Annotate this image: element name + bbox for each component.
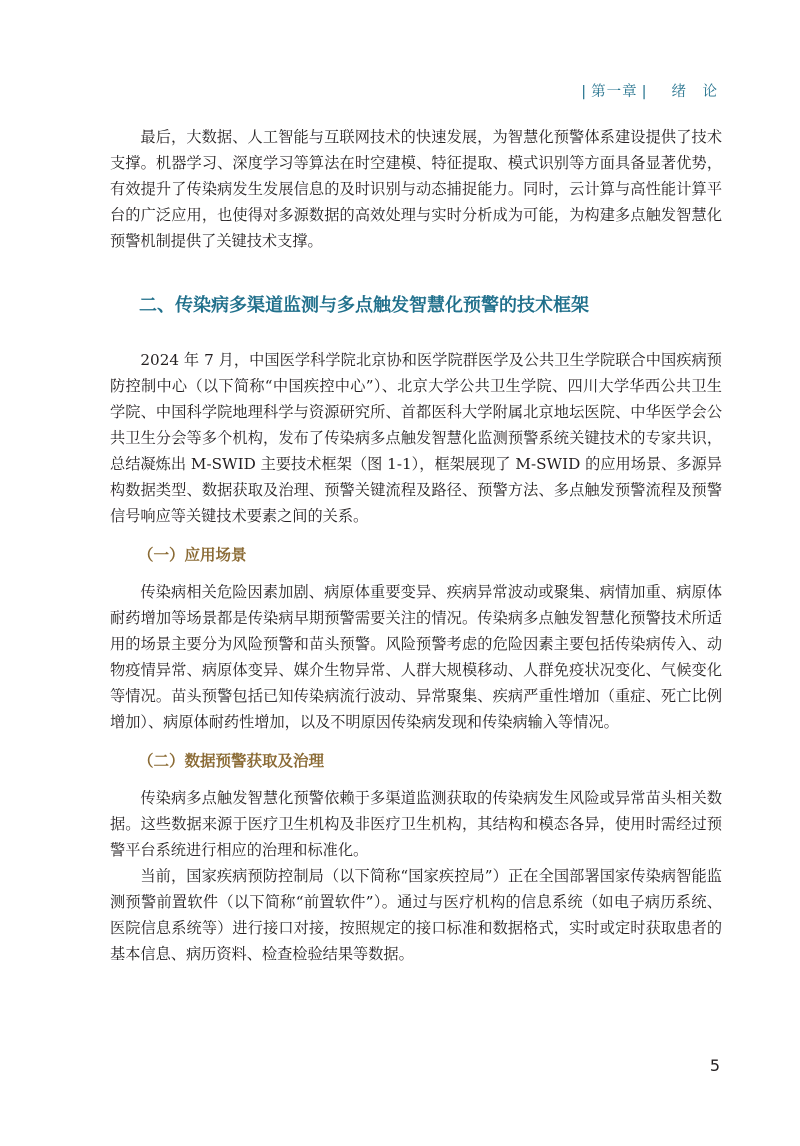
page-number: 5 (709, 1056, 720, 1075)
header-bar-right: | (641, 84, 648, 100)
chapter-title: 绪 论 (671, 84, 718, 100)
section-paragraph: 2024 年 7 月，中国医学科学院北京协和医学院群医学及公共卫生学院联合中国疾病预防控制中心（以下简称“中国疾控中心”）、北京大学公共卫生学院、四川大学华西公共卫生学院、中国科学院地理科学与资源研究所、首都医科大学附属北京地坛医院、中华医学会公共卫生分会等多个机构，发布了传染病多点触发智慧化监测预警系统关键技术的专家共识，总结凝炼出 M-SWID 主要技术框架（图 1-1），框架展现了 M-SWID 的应用场景、多源异构数据类型、数据获取及治理、预警关键流程及路径、预警方法、多点触发预警流程及预警信号响应等关键技术要素之间的关系。 (110, 351, 722, 525)
page-body (110, 124, 722, 967)
section-heading: 二、传染病多渠道监测与多点触发智慧化预警的技术框架 (139, 295, 589, 316)
subsection-heading-data: （二）数据预警获取及治理 (138, 752, 325, 770)
data-paragraph-1: 传染病多点触发智慧化预警依赖于多渠道监测获取的传染病发生风险或异常苗头相关数据。这些数据来源于医疗卫生机构及非医疗卫生机构，其结构和模态各异，使用时需经过预警平台系统进行相应的治理和标准化。 (110, 789, 722, 859)
header-bar-left: | (581, 84, 588, 100)
subsection-heading-application: （一）应用场景 (138, 546, 247, 564)
chapter-label: 第一章 (591, 84, 638, 100)
intro-paragraph: 最后，大数据、人工智能与互联网技术的快速发展，为智慧化预警体系建设提供了技术支撑。机器学习、深度学习等算法在时空建模、特征提取、模式识别等方面具备显著优势，有效提升了传染病发生发展信息的及时识别与动态捕捉能力。同时，云计算与高性能计算平台的广泛应用，也使得对多源数据的高效处理与实时分析成为可能，为构建多点触发智慧化预警机制提供了关键技术支撑。 (110, 128, 722, 250)
application-paragraph: 传染病相关危险因素加剧、病原体重要变异、疾病异常波动或聚集、病情加重、病原体耐药增加等场景都是传染病早期预警需要关注的情况。传染病多点触发智慧化预警技术所适用的场景主要分为风险预警和苗头预警。风险预警考虑的危险因素主要包括传染病传入、动物疫情异常、病原体变异、媒介生物异常、人群大规模移动、人群免疫状况变化、气候变化等情况。苗头预警包括已知传染病流行波动、异常聚集、疾病严重性增加（重症、死亡比例增加）、病原体耐药性增加，以及不明原因传染病发现和传染病输入等情况。 (110, 583, 722, 731)
running-header (577, 80, 718, 101)
data-paragraph-2: 当前，国家疾病预防控制局（以下简称“国家疾控局”）正在全国部署国家传染病智能监测预警前置软件（以下简称“前置软件”）。通过与医疗机构的信息系统（如电子病历系统、医院信息系统等）进行接口对接，按照规定的接口标准和数据格式，实时或定时获取患者的基本信息、病历资料、检查检验结果等数据。 (110, 867, 722, 963)
